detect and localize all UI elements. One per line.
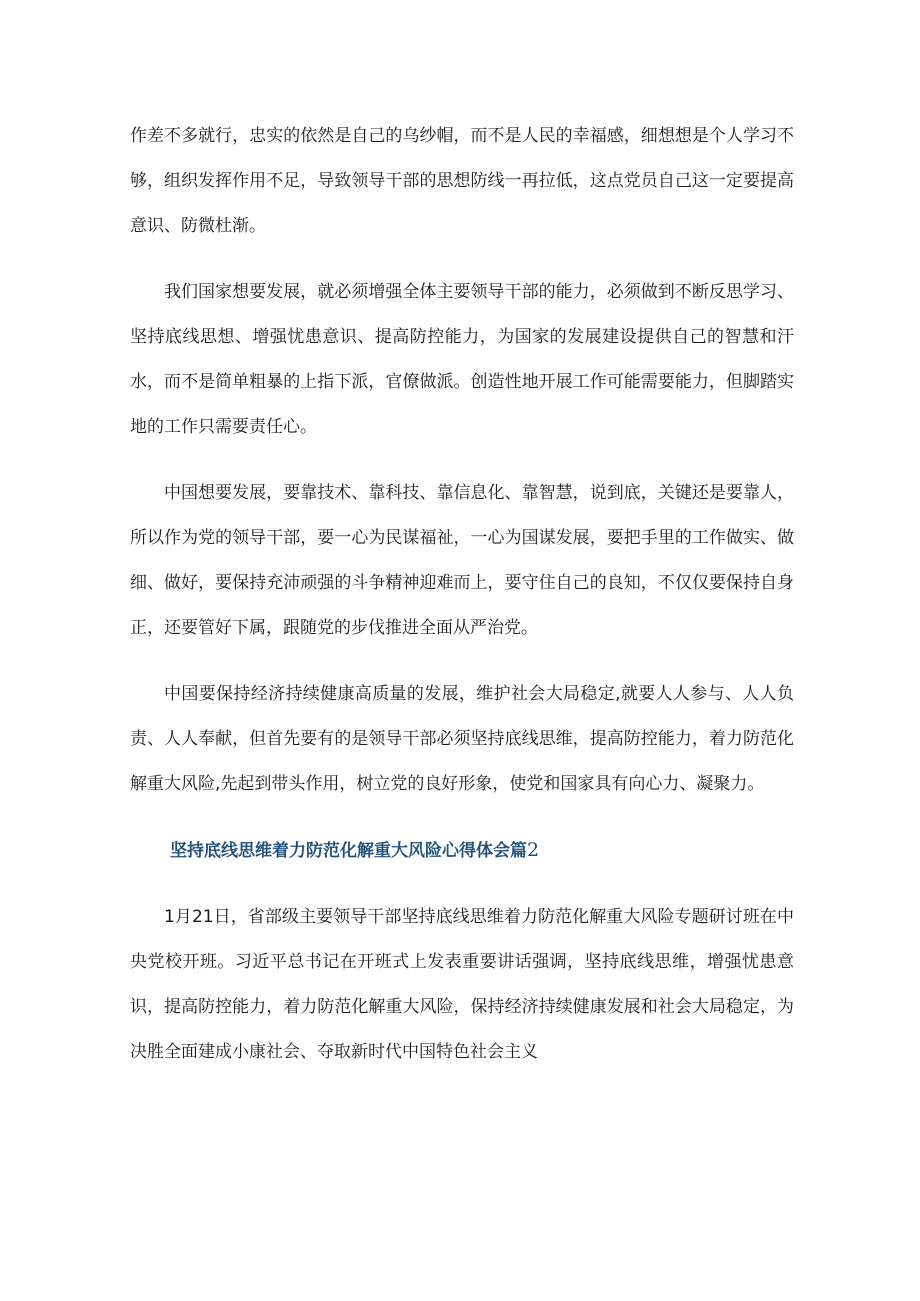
paragraph-4: 中国要保持经济持续健康高质量的发展，维护社会大局稳定,就要人人参与、人人负责、人人奉献，但首先要有的是领导干部必须坚持底线思维，提高防控能力，着力防范化解重大风险,先起到带头作用，树立党的良好形象，使党和国家具有向心力、凝聚力。 bbox=[130, 684, 794, 794]
paragraph-1: 作差不多就行，忠实的依然是自己的乌纱帽，而不是人民的幸福感，细想想是个人学习不够，组织发挥作用不足，导致领导干部的思想防线一再拉低，这点党员自己这一定要提高意识、防微杜渐。 bbox=[130, 126, 794, 236]
section-heading bbox=[130, 828, 794, 874]
document-page bbox=[130, 114, 794, 1075]
paragraph-3: 中国想要发展，要靠技术、靠科技、靠信息化、靠智慧，说到底，关键还是要靠人，所以作为党的领导干部，要一心为民谋福祉，一心为国谋发展，要把手里的工作做实、做细、做好，要保持充沛顽强的斗争精神迎难而上，要守住自己的良知，不仅仅要保持自身正，还要管好下属，跟随党的步伐推进全面从严治党。 bbox=[130, 483, 794, 638]
paragraph-5: 1月21日，省部级主要领导干部坚持底线思维着力防范化解重大风险专题研讨班在中央党校开班。习近平总书记在开班式上发表重要讲话强调，坚持底线思维，增强忧患意识，提高防控能力，着力防范化解重大风险，保持经济持续健康发展和社会大局稳定，为决胜全面建成小康社会、夺取新时代中国特色社会主义 bbox=[130, 907, 794, 1062]
paragraph-2: 我们国家想要发展，就必须增强全体主要领导干部的能力，必须做到不断反思学习、坚持底线思想、增强忧患意识、提高防控能力，为国家的发展建设提供自己的智慧和汗水，而不是简单粗暴的上指下派，官僚做派。创造性地开展工作可能需要能力，但脚踏实地的工作只需要责任心。 bbox=[130, 282, 794, 437]
section-heading-text: 坚持底线思维着力防范化解重大风险心得体会篇 bbox=[170, 841, 527, 861]
section-heading-number: 2 bbox=[527, 839, 540, 861]
